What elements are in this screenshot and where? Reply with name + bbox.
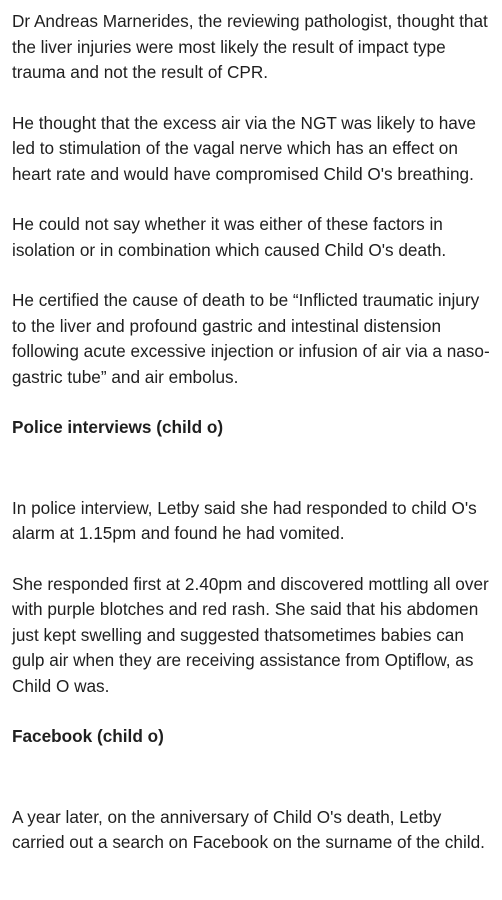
paragraph-mottling: She responded first at 2.40pm and discovered mottling all over with purple blotches and red rash. She said that his abdomen just kept swelling and suggested thatsometimes babies can gulp air when they are receiving assistance from Optiflow, as Child O was. (12, 573, 489, 696)
paragraph-police-interview: In police interview, Letby said she had responded to child O's alarm at 1.15pm and found he had vomited. (12, 497, 477, 543)
heading-facebook: Facebook (child o) (12, 726, 164, 746)
spacer (12, 750, 498, 805)
paragraph-cause-of-death: He certified the cause of death to be “Inflicted traumatic injury to the liver and profound gastric and intestinal distension following acute excessive injection or infusion of air via a naso-gastric tube” and air embolus. (12, 290, 490, 387)
heading-police-interviews: Police interviews (child o) (12, 417, 224, 437)
paragraph-vagal-nerve: He thought that the excess air via the NGT was likely to have led to stimulation of the vagal nerve which has an effect on heart rate and would have compromised Child O's breathing. (12, 112, 476, 184)
paragraph-factors: He could not say whether it was either of these factors in isolation or in combination which caused Child O's death. (12, 214, 447, 260)
paragraph-facebook-search: A year later, on the anniversary of Child O's death, Letby carried out a search on Facebook on the surname of the child. (12, 806, 485, 852)
paragraph-pathologist-opinion: Dr Andreas Marnerides, the reviewing pathologist, thought that the liver injuries were most likely the result of impact type trauma and not the result of CPR. (12, 11, 488, 82)
article-body (12, 9, 498, 881)
spacer (12, 441, 498, 496)
